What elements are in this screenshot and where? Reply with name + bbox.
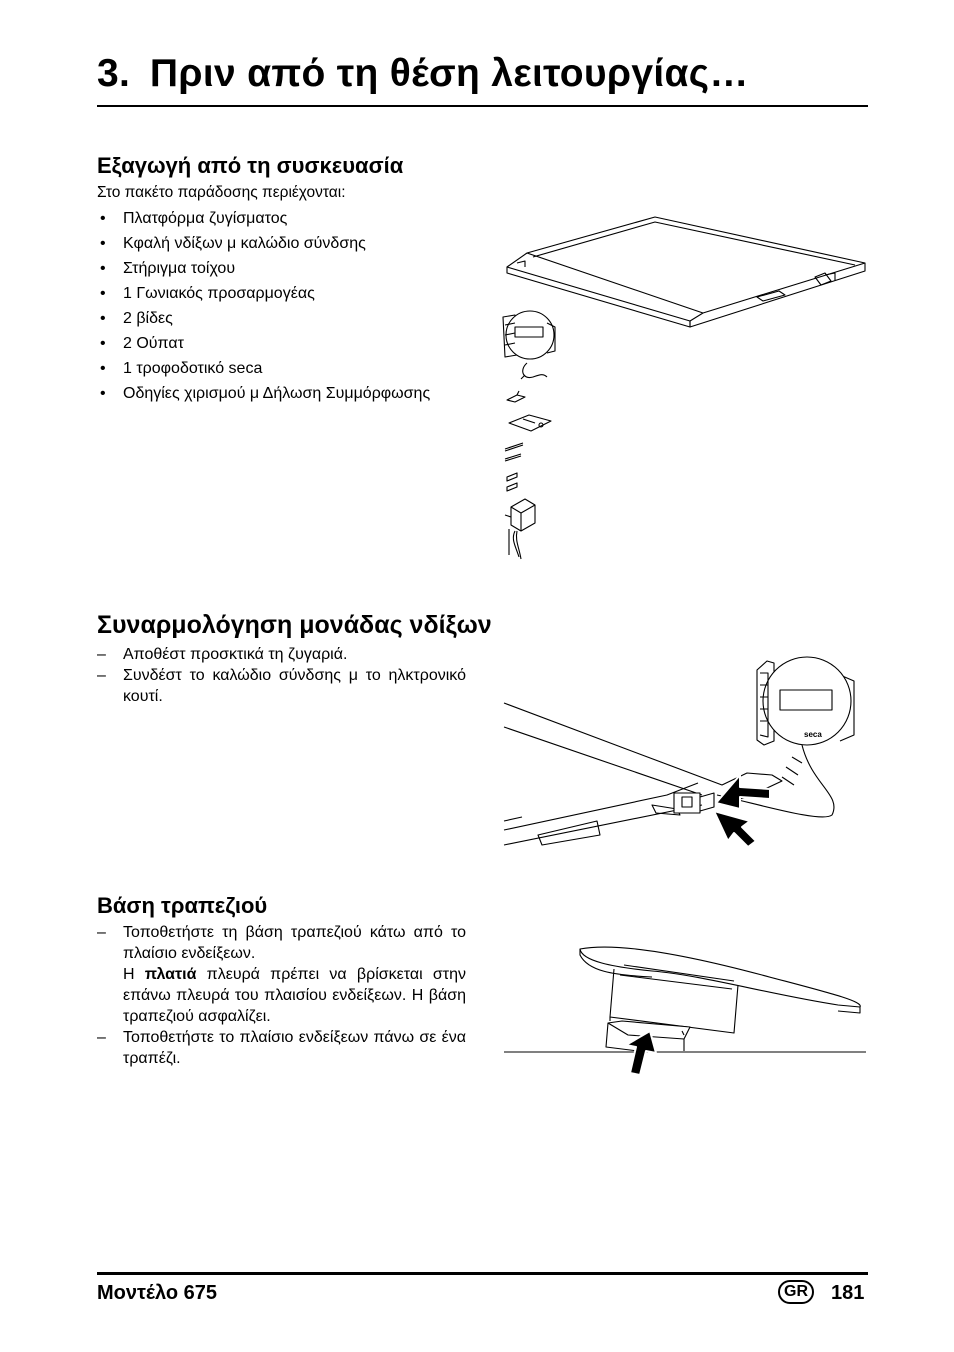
page-title: 3. Πριν από τη θέση λειτουργίας… (97, 52, 749, 95)
section-heading-unpacking: Εξαγωγή από τη συσκευασία (97, 153, 404, 178)
cable-connection-illustration (502, 645, 868, 855)
arrow-icon (714, 775, 770, 847)
bullet: • (100, 310, 106, 327)
list-item: • 1 τροφοδοτικό seca (97, 356, 430, 381)
table-stand-illustration (502, 935, 868, 1075)
bullet: • (100, 335, 106, 352)
note-text: Η πλατιά πλευρά πρέπει να βρίσκεται στην επάνω πλευρά του πλαισίου ενδείξεων. Η βάση τραπεζιού ασφαλίζει. (123, 966, 467, 1025)
country-badge: GR (778, 1280, 814, 1304)
power-supply-icon (505, 499, 535, 559)
list-item: • Πλατφόρμα ζυγίσματος (97, 206, 430, 231)
wall-bracket-icon (507, 391, 525, 402)
unpacking-intro: Στο πακέτο παράδοσης περιέχονται: (97, 184, 346, 201)
angle-adapter-icon (509, 415, 551, 431)
list-item: • Οδηγίες χιρισμού μ Δήλωση Συμμόρφωσης (97, 381, 430, 406)
section-heading-display-assembly: Συναρμολόγηση μονάδας νδίξων (97, 611, 492, 639)
bullet: • (100, 235, 106, 252)
screws-icon (505, 443, 523, 461)
list-item: • 2 Ούπατ (97, 331, 430, 356)
arrow-icon (626, 1031, 656, 1075)
display-assembly-steps (97, 644, 466, 707)
bullet: • (100, 260, 106, 277)
display-head-icon (503, 311, 555, 379)
bullet: • (100, 385, 106, 402)
list-item: – Συνδέστ το καλώδιο σύνδσης μ το ηλκτρονικό κουτί. (97, 667, 466, 705)
dowels-icon (507, 473, 517, 491)
list-item: • Στήριγμα τοίχου (97, 256, 430, 281)
table-stand-steps (97, 922, 466, 1069)
dash-marker: – (97, 1029, 106, 1046)
delivery-contents-illustration (495, 205, 875, 565)
list-item: – Τοποθετήστε το πλαίσιο ενδείξεων πάνω σε ένα τραπέζι. (97, 1029, 466, 1067)
list-item: • 2 βίδες (97, 306, 430, 331)
dash-marker: – (97, 924, 106, 941)
display-frame-icon (580, 947, 860, 1033)
connector-icon (674, 793, 714, 813)
section-heading-table-stand: Βάση τραπεζιού (97, 893, 268, 918)
dash-marker: – (97, 667, 106, 684)
footer-model: Μοντέλο 675 (97, 1282, 217, 1304)
bullet: • (100, 360, 106, 377)
list-item: • 1 Γωνιακός προσαρμογέας (97, 281, 430, 306)
emphasis-text: πλατιά (144, 966, 197, 983)
footer-rule (97, 1272, 868, 1275)
list-item: • Κφαλή νδίξων μ καλώδιο σύνδσης (97, 231, 430, 256)
delivery-contents-list (97, 206, 430, 406)
dash-marker: – (97, 646, 106, 663)
bullet: • (100, 210, 106, 227)
brand-label: seca (804, 730, 822, 739)
list-item: – Αποθέστ προσκτικά τη ζυγαριά. (97, 646, 348, 663)
bullet: • (100, 285, 106, 302)
title-rule (97, 105, 868, 107)
list-item: – Τοποθετήστε τη βάση τραπεζιού κάτω από το πλαίσιο ενδείξεων. Η πλατιά πλευρά πρέπει να βρίσκεται στην επάνω πλευρά του πλαισίου ενδείξεων. Η βάση τραπεζιού ασφαλίζει. (97, 924, 467, 1025)
page-number: 181 (831, 1282, 865, 1304)
platform-icon (507, 217, 865, 327)
